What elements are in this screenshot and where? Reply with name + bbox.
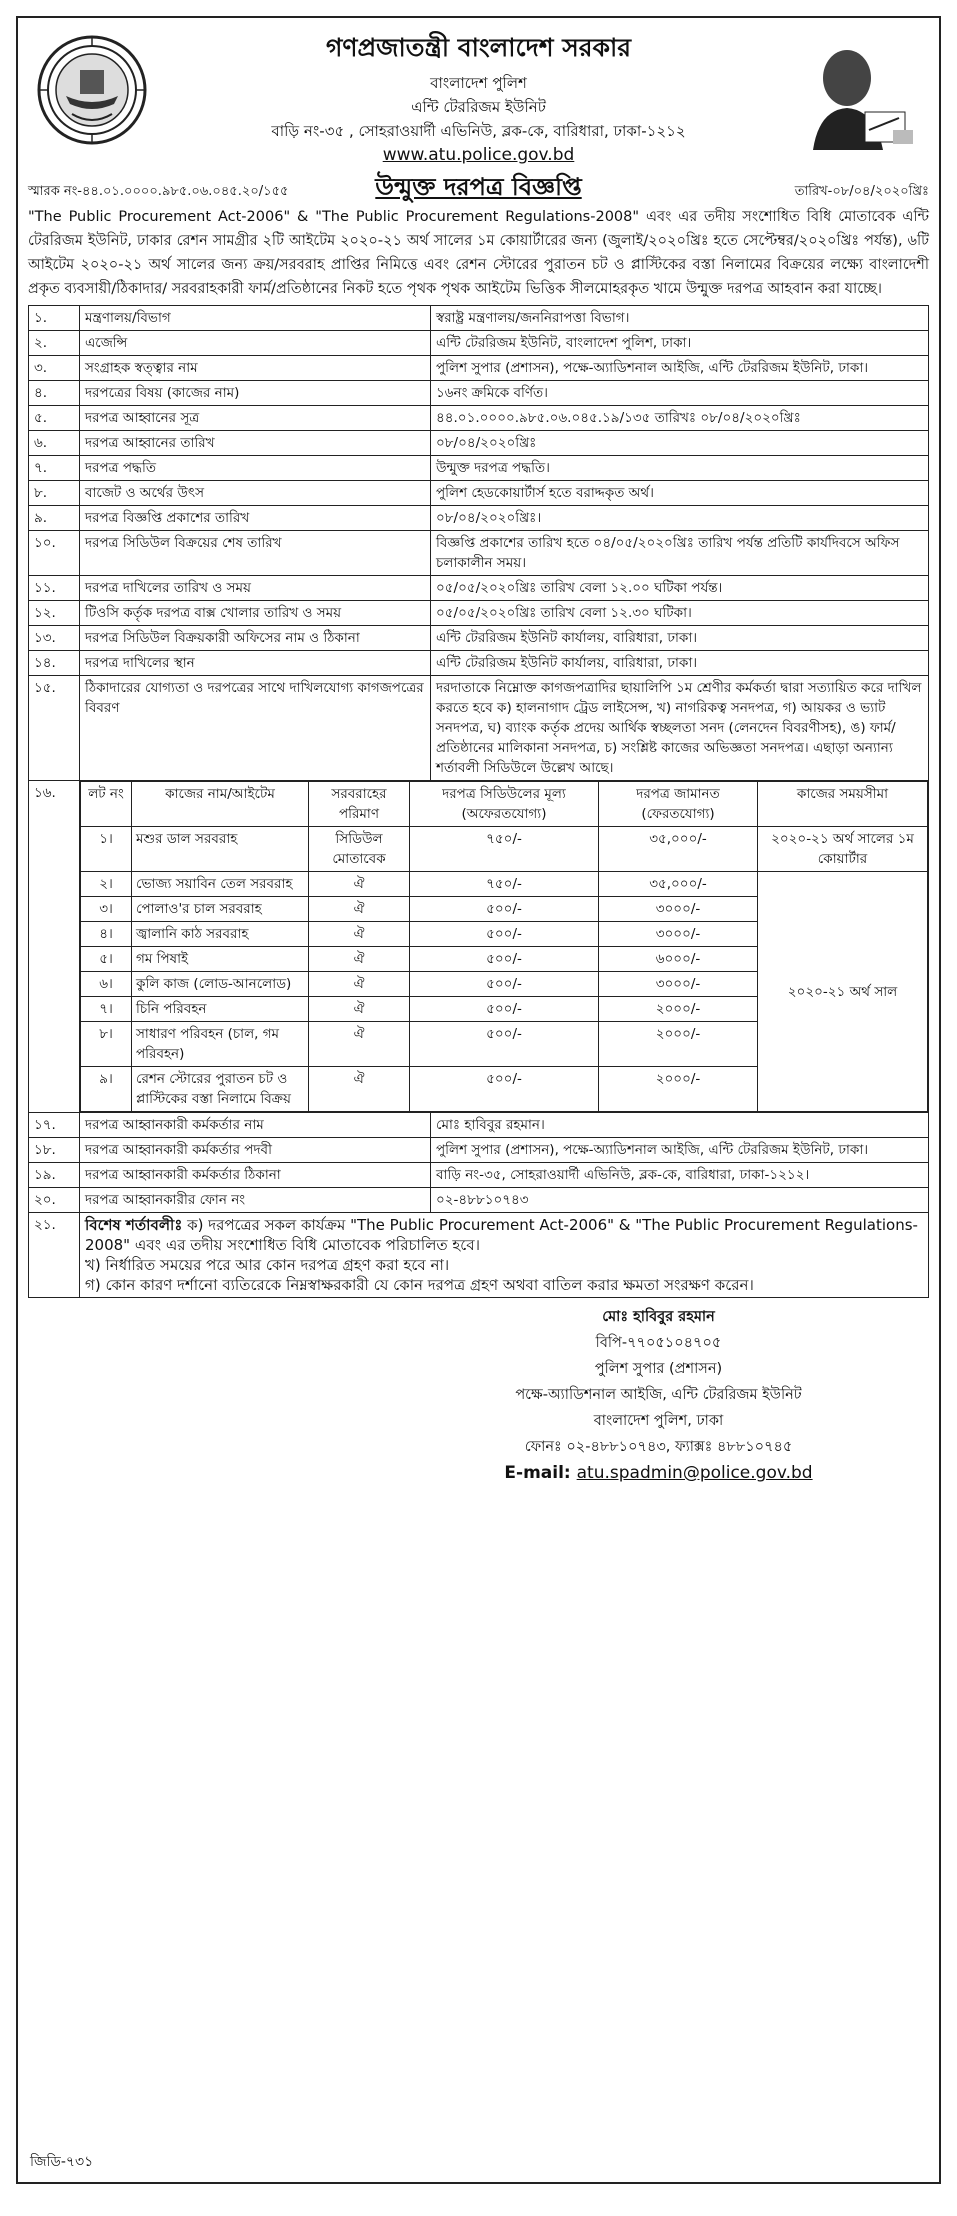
detail-row [29, 356, 929, 381]
row-number: ৪. [29, 381, 80, 406]
row-label: দরপত্র সিডিউল বিক্রয়ের শেষ তারিখ [80, 531, 431, 576]
row-number: ২০. [29, 1188, 80, 1213]
row-number: ২. [29, 331, 80, 356]
detail-row [29, 1188, 929, 1213]
lot-security: ৩৫,০০০/- [599, 872, 758, 897]
lot-security: ৩০০০/- [599, 922, 758, 947]
detail-row [29, 506, 929, 531]
government-title: গণপ্রজাতন্ত্রী বাংলাদেশ সরকার [326, 33, 631, 62]
lot-number: ৯। [81, 1067, 132, 1112]
signer-designation: পুলিশ সুপার (প্রশাসন) [594, 1361, 723, 1377]
row-value: পুলিশ সুপার (প্রশাসন), পক্ষে-অ্যাডিশনাল আইজি, এন্টি টেররিজম ইউনিট, ঢাকা। [431, 356, 929, 381]
detail-row [29, 306, 929, 331]
col-item: কাজের নাম/আইটেম [132, 782, 309, 827]
lot-row [81, 827, 928, 872]
org-address: বাড়ি নং-৩৫ , সোহরাওয়ার্দী এভিনিউ, ব্লক-কে, বারিধারা, ঢাকা-১২১২ [271, 122, 686, 140]
row-number: ১. [29, 306, 80, 331]
col-quantity: সরবরাহের পরিমাণ [309, 782, 410, 827]
special-conditions-row [29, 1213, 929, 1298]
detail-row [29, 651, 929, 676]
lot-item-name: রেশন স্টোরের পুরাতন চট ও প্লাস্টিকের বস্তা নিলামে বিক্রয় [132, 1067, 309, 1112]
lot-number: ২। [81, 872, 132, 897]
row-number: ৯. [29, 506, 80, 531]
detail-row [29, 626, 929, 651]
detail-row [29, 601, 929, 626]
lot-number: ৫। [81, 947, 132, 972]
signer-on-behalf: পক্ষে-অ্যাডিশনাল আইজি, এন্টি টেররিজম ইউনিট [515, 1387, 802, 1403]
row-label: বাজেট ও অর্থের উৎস [80, 481, 431, 506]
row-number: ১৬. [29, 781, 80, 1113]
detail-row [29, 481, 929, 506]
row-number: ১০. [29, 531, 80, 576]
lot-number: ৭। [81, 997, 132, 1022]
condition-a: ক) দরপত্রের সকল কার্যক্রম "The Public Procurement Act-2006" & "The Public Procurement Regulations-2008" এবং এর তদীয় সংশোধিত বিধি মোতাবেক পরিচালিত হবে। [85, 1216, 918, 1254]
lot-schedule-price: ৫০০/- [410, 972, 599, 997]
lot-quantity: ঐ [309, 922, 410, 947]
row-label: সংগ্রাহক স্বত্ত্বার নাম [80, 356, 431, 381]
lot-security: ২০০০/- [599, 997, 758, 1022]
lot-quantity: ঐ [309, 872, 410, 897]
detail-row [29, 1138, 929, 1163]
lot-item-name: মশুর ডাল সরবরাহ [132, 827, 309, 872]
lot-item-name: সাধারণ পরিবহন (চাল, গম পরিবহন) [132, 1022, 309, 1067]
lots-table [80, 781, 928, 1112]
detail-row [29, 1113, 929, 1138]
detail-row [29, 381, 929, 406]
detail-row [29, 676, 929, 781]
row-label: টিওসি কর্তৃক দরপত্র বাক্স খোলার তারিখ ও সময় [80, 601, 431, 626]
row-label: দরপত্র আহ্বানকারী কর্মকর্তার পদবী [80, 1138, 431, 1163]
row-value: ৪৪.০১.০০০০.৯৮৫.০৬.০৪৫.১৯/১৩৫ তারিখঃ ০৮/০৪/২০২০খ্রিঃ [431, 406, 929, 431]
row-number: ১৯. [29, 1163, 80, 1188]
signer-org: বাংলাদেশ পুলিশ, ঢাকা [593, 1413, 724, 1429]
condition-b: খ) নির্ধারিত সময়ের পরে আর কোন দরপত্র গ্রহণ করা হবে না। [85, 1256, 450, 1274]
row-value: দরদাতাকে নিম্নোক্ত কাগজপত্রাদির ছায়ালিপি ১ম শ্রেণীর কর্মকর্তা দ্বারা সত্যায়িত করে দাখিল করতে হবে ক) হালনাগাদ ট্রেড লাইসেন্স, খ) নাগরিকত্ব সনদপত্র, গ) আয়কর ও ভ্যাট সনদপত্র, ঘ) ব্যাংক কর্তৃক প্রদেয় আর্থিক স্বচ্ছলতা সনদ (লেনদেন বিবরণীসহ), ঙ) ফার্ম/প্রতিষ্ঠানের মালিকানা সনদপত্র, চ) সংশ্লিষ্ট কাজের অভিজ্ঞতা সনদপত্র। এছাড়া অন্যান্য শর্তাবলী সিডিউলে উল্লেখ আছে। [431, 676, 929, 781]
row-value: এন্টি টেররিজম ইউনিট, বাংলাদেশ পুলিশ, ঢাকা। [431, 331, 929, 356]
row-label: দরপত্র সিডিউল বিক্রয়কারী অফিসের নাম ও ঠিকানা [80, 626, 431, 651]
row-number: ৭. [29, 456, 80, 481]
row-label: দরপত্র আহ্বানকারীর ফোন নং [80, 1188, 431, 1213]
lot-number: ৪। [81, 922, 132, 947]
row-value: পুলিশ হেডকোয়ার্টার্স হতে বরাদ্দকৃত অর্থ। [431, 481, 929, 506]
row-number: ৫. [29, 406, 80, 431]
row-number: ২১. [29, 1213, 80, 1298]
col-period: কাজের সময়সীমা [758, 782, 928, 827]
lot-schedule-price: ৫০০/- [410, 997, 599, 1022]
lot-item-name: কুলি কাজ (লোড-আনলোড) [132, 972, 309, 997]
lot-schedule-price: ৭৫০/- [410, 827, 599, 872]
gd-code: জিডি-৭৩১ [30, 2154, 94, 2170]
row-value: স্বরাষ্ট্র মন্ত্রণালয়/জননিরাপত্তা বিভাগ। [431, 306, 929, 331]
signer-name: মোঃ হাবিবুর রহমান [602, 1309, 715, 1325]
intro-paragraph: "The Public Procurement Act-2006" & "The Public Procurement Regulations-2008" এবং এর তদীয় সংশোধিত বিধি মোতাবেক এন্টি টেররিজম ইউনিট, ঢাকার রেশন সামগ্রীর ২টি আইটেম ২০২০-২১ অর্থ সালের ১ম কোয়ার্টারের জন্য (জুলাই/২০২০খ্রিঃ হতে সেপ্টেম্বর/২০২০খ্রিঃ পর্যন্ত), ৬টি আইটেম ২০২০-২১ অর্থ সালের জন্য ক্রয়/সরবরাহ প্রাপ্তির নিমিত্তে এবং রেশন স্টোরের পুরাতন চট ও প্লাস্টিকের বস্তা নিলামের বিক্রয়ের লক্ষ্যে বাংলাদেশী প্রকৃত ব্যবসায়ী/ঠিকাদার/ সরবরাহকারী ফার্ম/প্রতিষ্ঠানের নিকট হতে পৃথক পৃথক আইটেম ভিত্তিক সীলমোহরকৃত খামে উন্মুক্ত দরপত্র আহবান করা যাচ্ছে। [28, 209, 929, 297]
tender-details-table [28, 305, 929, 1298]
memo-date: তারিখ-০৮/০৪/২০২০খ্রিঃ [794, 184, 929, 199]
lot-number: ৩। [81, 897, 132, 922]
row-number: ১১. [29, 576, 80, 601]
lot-security: ৩৫,০০০/- [599, 827, 758, 872]
lot-item-name: চিনি পরিবহন [132, 997, 309, 1022]
row-label: দরপত্র বিজ্ঞপ্তি প্রকাশের তারিখ [80, 506, 431, 531]
lot-quantity: ঐ [309, 1067, 410, 1112]
row-number: ১৮. [29, 1138, 80, 1163]
lot-security: ২০০০/- [599, 1022, 758, 1067]
signer-bp: বিপি-৭৭০৫১০৪৭০৫ [595, 1335, 722, 1351]
row-label: দরপত্রের বিষয় (কাজের নাম) [80, 381, 431, 406]
lot-quantity: ঐ [309, 997, 410, 1022]
row-number: ১২. [29, 601, 80, 626]
row-number: ৩. [29, 356, 80, 381]
row-number: ৬. [29, 431, 80, 456]
row-value: এন্টি টেররিজম ইউনিট কার্যালয়, বারিধারা, ঢাকা। [431, 626, 929, 651]
lot-item-name: জ্বালানি কাঠ সরবরাহ [132, 922, 309, 947]
detail-row [29, 456, 929, 481]
row-label: ঠিকাদারের যোগ্যতা ও দরপত্রের সাথে দাখিলযোগ্য কাগজপত্রের বিবরণ [80, 676, 431, 781]
detail-row [29, 531, 929, 576]
detail-row [29, 331, 929, 356]
lot-security: ২০০০/- [599, 1067, 758, 1112]
row-label: দরপত্র দাখিলের স্থান [80, 651, 431, 676]
row-number: ১৩. [29, 626, 80, 651]
row-value: পুলিশ সুপার (প্রশাসন), পক্ষে-অ্যাডিশনাল আইজি, এন্টি টেররিজম ইউনিট, ঢাকা। [431, 1138, 929, 1163]
lot-schedule-price: ৫০০/- [410, 897, 599, 922]
detail-row [29, 431, 929, 456]
row-label: মন্ত্রণালয়/বিভাগ [80, 306, 431, 331]
row-value: বাড়ি নং-৩৫, সোহরাওয়ার্দী এভিনিউ, ব্লক-কে, বারিধারা, ঢাকা-১২১২। [431, 1163, 929, 1188]
row-number: ১৭. [29, 1113, 80, 1138]
memo-number: স্মারক নং-৪৪.০১.০০০০.৯৮৫.০৬.০৪৫.২০/১৫৫ [28, 184, 289, 199]
org-unit: এন্টি টেররিজম ইউনিট [411, 98, 546, 116]
lot-period-year: ২০২০-২১ অর্থ সাল [758, 872, 928, 1112]
row-label: দরপত্র পদ্ধতি [80, 456, 431, 481]
special-conditions [80, 1213, 929, 1298]
email-label: E-mail: [504, 1463, 577, 1483]
row-value: ০৮/০৪/২০২০খ্রিঃ [431, 431, 929, 456]
col-security: দরপত্র জামানত (ফেরতযোগ্য) [599, 782, 758, 827]
lot-number: ১। [81, 827, 132, 872]
police-emblem-icon [36, 34, 148, 146]
lot-quantity: ঐ [309, 947, 410, 972]
lot-schedule-price: ৫০০/- [410, 947, 599, 972]
row-value: ০২-৪৮৮১০৭৪৩ [431, 1188, 929, 1213]
signature-block [388, 1304, 929, 1486]
lot-quantity: ঐ [309, 1022, 410, 1067]
lot-security: ৩০০০/- [599, 972, 758, 997]
row-number: ১৫. [29, 676, 80, 781]
col-schedule-price: দরপত্র সিডিউলের মূল্য (অফেরতযোগ্য) [410, 782, 599, 827]
lot-number: ৬। [81, 972, 132, 997]
lots-row [29, 781, 929, 1113]
notice-title: উন্মুক্ত দরপত্র বিজ্ঞপ্তি [375, 173, 582, 201]
row-label: দরপত্র আহ্বানকারী কর্মকর্তার ঠিকানা [80, 1163, 431, 1188]
row-value: ০৫/০৫/২০২০খ্রিঃ তারিখ বেলা ১২.৩০ ঘটিকা। [431, 601, 929, 626]
lot-number: ৮। [81, 1022, 132, 1067]
row-value: এন্টি টেররিজম ইউনিট কার্যালয়, বারিধারা, ঢাকা। [431, 651, 929, 676]
detail-row [29, 576, 929, 601]
lots-header-row [81, 782, 928, 827]
lot-item-name: পোলাও'র চাল সরবরাহ [132, 897, 309, 922]
row-number: ১৪. [29, 651, 80, 676]
row-label: দরপত্র আহ্বানের সূত্র [80, 406, 431, 431]
special-label: বিশেষ শর্তাবলীঃ [85, 1216, 183, 1234]
lot-quantity: ঐ [309, 972, 410, 997]
row-value: ১৬নং ক্রমিকে বর্ণিত। [431, 381, 929, 406]
website-link[interactable]: www.atu.police.gov.bd [382, 145, 575, 165]
detail-row [29, 1163, 929, 1188]
row-label: দরপত্র আহ্বানকারী কর্মকর্তার নাম [80, 1113, 431, 1138]
row-label: এজেন্সি [80, 331, 431, 356]
row-value: বিজ্ঞপ্তি প্রকাশের তারিখ হতে ০৪/০৫/২০২০খ্রিঃ তারিখ পর্যন্ত প্রতিটি কার্যদিবসে অফিস চলাকালীন সময়। [431, 531, 929, 576]
lot-schedule-price: ৫০০/- [410, 922, 599, 947]
row-value: মোঃ হাবিবুর রহমান। [431, 1113, 929, 1138]
lot-security: ৬০০০/- [599, 947, 758, 972]
email-link[interactable]: atu.spadmin@police.gov.bd [576, 1463, 813, 1483]
signer-phone: ফোনঃ ০২-৪৮৮১০৭৪৩, ফ্যাক্সঃ ৪৮৮১০৭৪৫ [524, 1439, 793, 1455]
col-lot: লট নং [81, 782, 132, 827]
signer-email-line [388, 1460, 929, 1486]
condition-c: গ) কোন কারণ দর্শানো ব্যতিরেকে নিম্নস্বাক্ষরকারী যে কোন দরপত্র গ্রহণ অথবা বাতিল করার ক্ষমতা সংরক্ষণ করেন। [85, 1276, 754, 1294]
row-label: দরপত্র দাখিলের তারিখ ও সময় [80, 576, 431, 601]
lot-period-q1: ২০২০-২১ অর্থ সালের ১ম কোয়ার্টার [758, 827, 928, 872]
lot-quantity: ঐ [309, 897, 410, 922]
lot-row [81, 872, 928, 897]
lot-schedule-price: ৭৫০/- [410, 872, 599, 897]
org-police: বাংলাদেশ পুলিশ [430, 74, 527, 92]
row-value: ০৫/০৫/২০২০খ্রিঃ তারিখ বেলা ১২.০০ ঘটিকা পর্যন্ত। [431, 576, 929, 601]
lot-item-name: গম পিষাই [132, 947, 309, 972]
row-number: ৮. [29, 481, 80, 506]
row-value: ০৮/০৪/২০২০খ্রিঃ। [431, 506, 929, 531]
lot-quantity: সিডিউল মোতাবেক [309, 827, 410, 872]
row-label: দরপত্র আহ্বানের তারিখ [80, 431, 431, 456]
lot-schedule-price: ৫০০/- [410, 1067, 599, 1112]
lot-schedule-price: ৫০০/- [410, 1022, 599, 1067]
lot-item-name: ভোজ্য সয়াবিন তেল সরবরাহ [132, 872, 309, 897]
detail-row [29, 406, 929, 431]
lot-security: ৩০০০/- [599, 897, 758, 922]
notice-page [16, 16, 941, 2184]
mujib-100-logo-icon [799, 38, 917, 150]
row-value: উন্মুক্ত দরপত্র পদ্ধতি। [431, 456, 929, 481]
